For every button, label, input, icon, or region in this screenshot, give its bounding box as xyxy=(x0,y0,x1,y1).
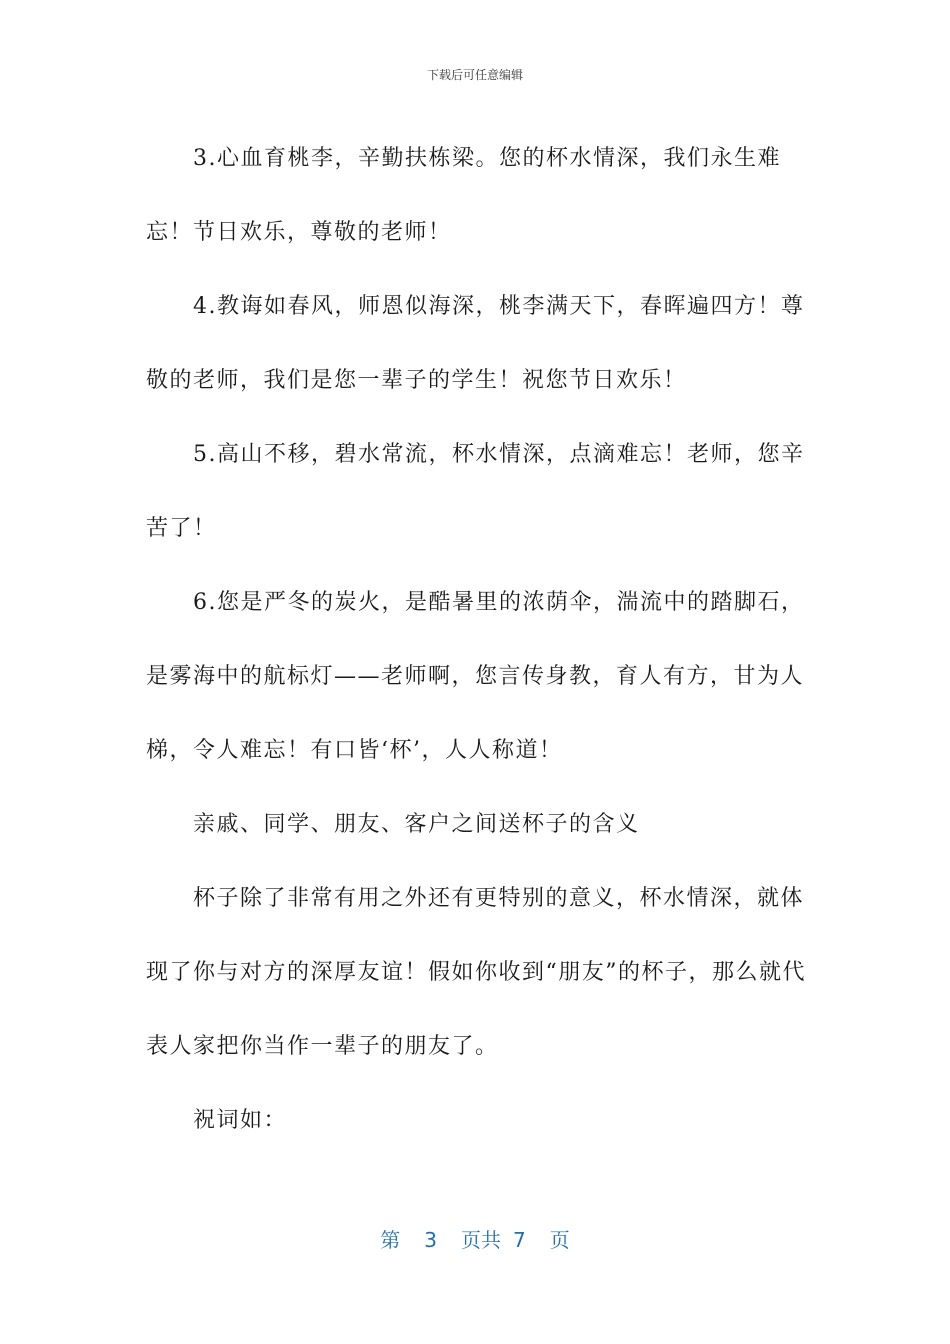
paragraph-3: 5.高山不移，碧水常流，杯水情深，点滴难忘！老师，您辛苦了！ xyxy=(146,442,805,541)
footer-prefix: 第 xyxy=(380,1228,401,1252)
footer-suffix: 页 xyxy=(549,1228,570,1252)
document-body xyxy=(146,122,806,1158)
paragraph-4: 6.您是严冬的炭火，是酷暑里的浓荫伞，湍流中的踏脚石，是雾海中的航标灯——老师啊，您言传身教，育人有方，甘为人梯，令人难忘！有口皆‘杯’，人人称道！ xyxy=(146,590,805,763)
paragraph-1: 3.心血育桃李，辛勤扶栋梁。您的杯水情深，我们永生难忘！节日欢乐，尊敬的老师！ xyxy=(146,146,781,245)
paragraph-6: 祝词如： xyxy=(193,1108,288,1133)
paragraph-5: 杯子除了非常有用之外还有更特别的意义，杯水情深，就体现了你与对方的深厚友谊！假如你收到“朋友”的杯子，那么就代表人家把你当作一辈子的朋友了。 xyxy=(146,886,806,1059)
page-header: 下载后可任意编辑 xyxy=(426,68,523,82)
section-heading: 亲戚、同学、朋友、客户之间送杯子的含义 xyxy=(193,812,640,837)
paragraph-2: 4.教诲如春风，师恩似海深，桃李满天下，春晖遍四方！尊敬的老师，我们是您一辈子的学生！祝您节日欢乐！ xyxy=(146,294,805,393)
footer-middle: 页共 xyxy=(461,1228,501,1252)
footer-total-pages: 7 xyxy=(513,1228,526,1252)
page-footer xyxy=(0,1224,950,1253)
footer-current-page: 3 xyxy=(424,1228,437,1252)
